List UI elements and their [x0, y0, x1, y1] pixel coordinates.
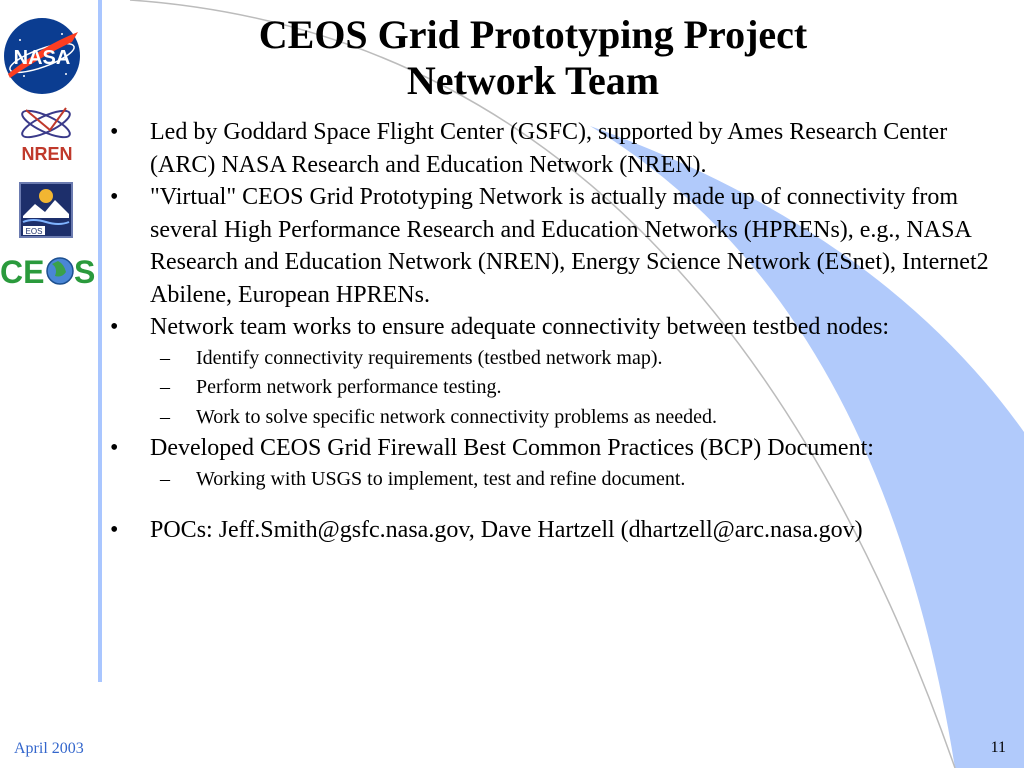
sub-bullet-item	[110, 373, 990, 403]
sub-bullet-text: Identify connectivity requirements (testbed network map).	[196, 346, 663, 369]
sub-bullet-marker: –	[160, 405, 170, 428]
ceos-logo-text-left: CE	[0, 254, 45, 290]
eos-logo	[19, 182, 73, 238]
bullet-text: Developed CEOS Grid Firewall Best Common Practices (BCP) Document:	[150, 435, 874, 461]
bullet-text: "Virtual" CEOS Grid Prototyping Network is actually made up of connectivity from several High Performance Research and Education Networks (HPRENs), e.g., NASA Research and Education Network (NREN), Energy Science Network (ESnet), Internet2 Abilene, European HPRENs.	[150, 184, 989, 308]
sub-bullet-marker: –	[160, 346, 170, 369]
nren-logo	[16, 104, 78, 166]
slide-title-line-2: Network Team	[406, 58, 660, 103]
sub-bullet-marker: –	[160, 376, 170, 398]
footer-date: April 2003	[14, 740, 84, 757]
bullet-marker: •	[110, 184, 119, 210]
sub-bullet-marker: –	[160, 467, 170, 490]
sub-bullet-item	[110, 465, 990, 495]
bullet-item	[110, 181, 990, 311]
sub-bullet-text: Perform network performance testing.	[196, 376, 502, 398]
sub-bullet-text: Work to solve specific network connectivity problems as needed.	[196, 405, 718, 428]
bullet-item	[110, 432, 990, 465]
bullet-text: POCs: Jeff.Smith@gsfc.nasa.gov, Dave Hartzell (dhartzell@arc.nasa.gov)	[150, 517, 863, 543]
nasa-logo-text: NASA	[13, 47, 71, 69]
ceos-logo-text-right: S	[74, 254, 96, 290]
slide-title-line-1: CEOS Grid Prototyping Project	[258, 12, 808, 57]
bullet-text: Led by Goddard Space Flight Center (GSFC), supported by Ames Research Center (ARC) NASA Research and Education Network (NREN).	[150, 119, 948, 178]
slide-title	[130, 12, 936, 104]
nasa-logo	[2, 16, 82, 96]
bullet-item	[110, 311, 990, 344]
bullet-marker: •	[110, 435, 119, 461]
slide-content	[110, 116, 990, 547]
nren-logo-text: NREN	[21, 144, 73, 164]
bullet-marker: •	[110, 119, 119, 145]
eos-logo-text: EOS	[25, 227, 43, 236]
spacer	[110, 494, 990, 514]
left-vertical-rule	[98, 0, 102, 682]
bullet-marker: •	[110, 517, 119, 543]
bullet-text: Network team works to ensure adequate connectivity between testbed nodes:	[150, 314, 890, 340]
sub-bullet-item	[110, 344, 990, 374]
bullet-item	[110, 514, 990, 547]
sub-bullet-item	[110, 403, 990, 433]
sub-bullet-text: Working with USGS to implement, test and refine document.	[196, 467, 686, 490]
page-number: 11	[990, 739, 1006, 756]
bullet-marker: •	[110, 314, 119, 340]
bullet-item	[110, 116, 990, 181]
ceos-logo	[0, 252, 96, 290]
